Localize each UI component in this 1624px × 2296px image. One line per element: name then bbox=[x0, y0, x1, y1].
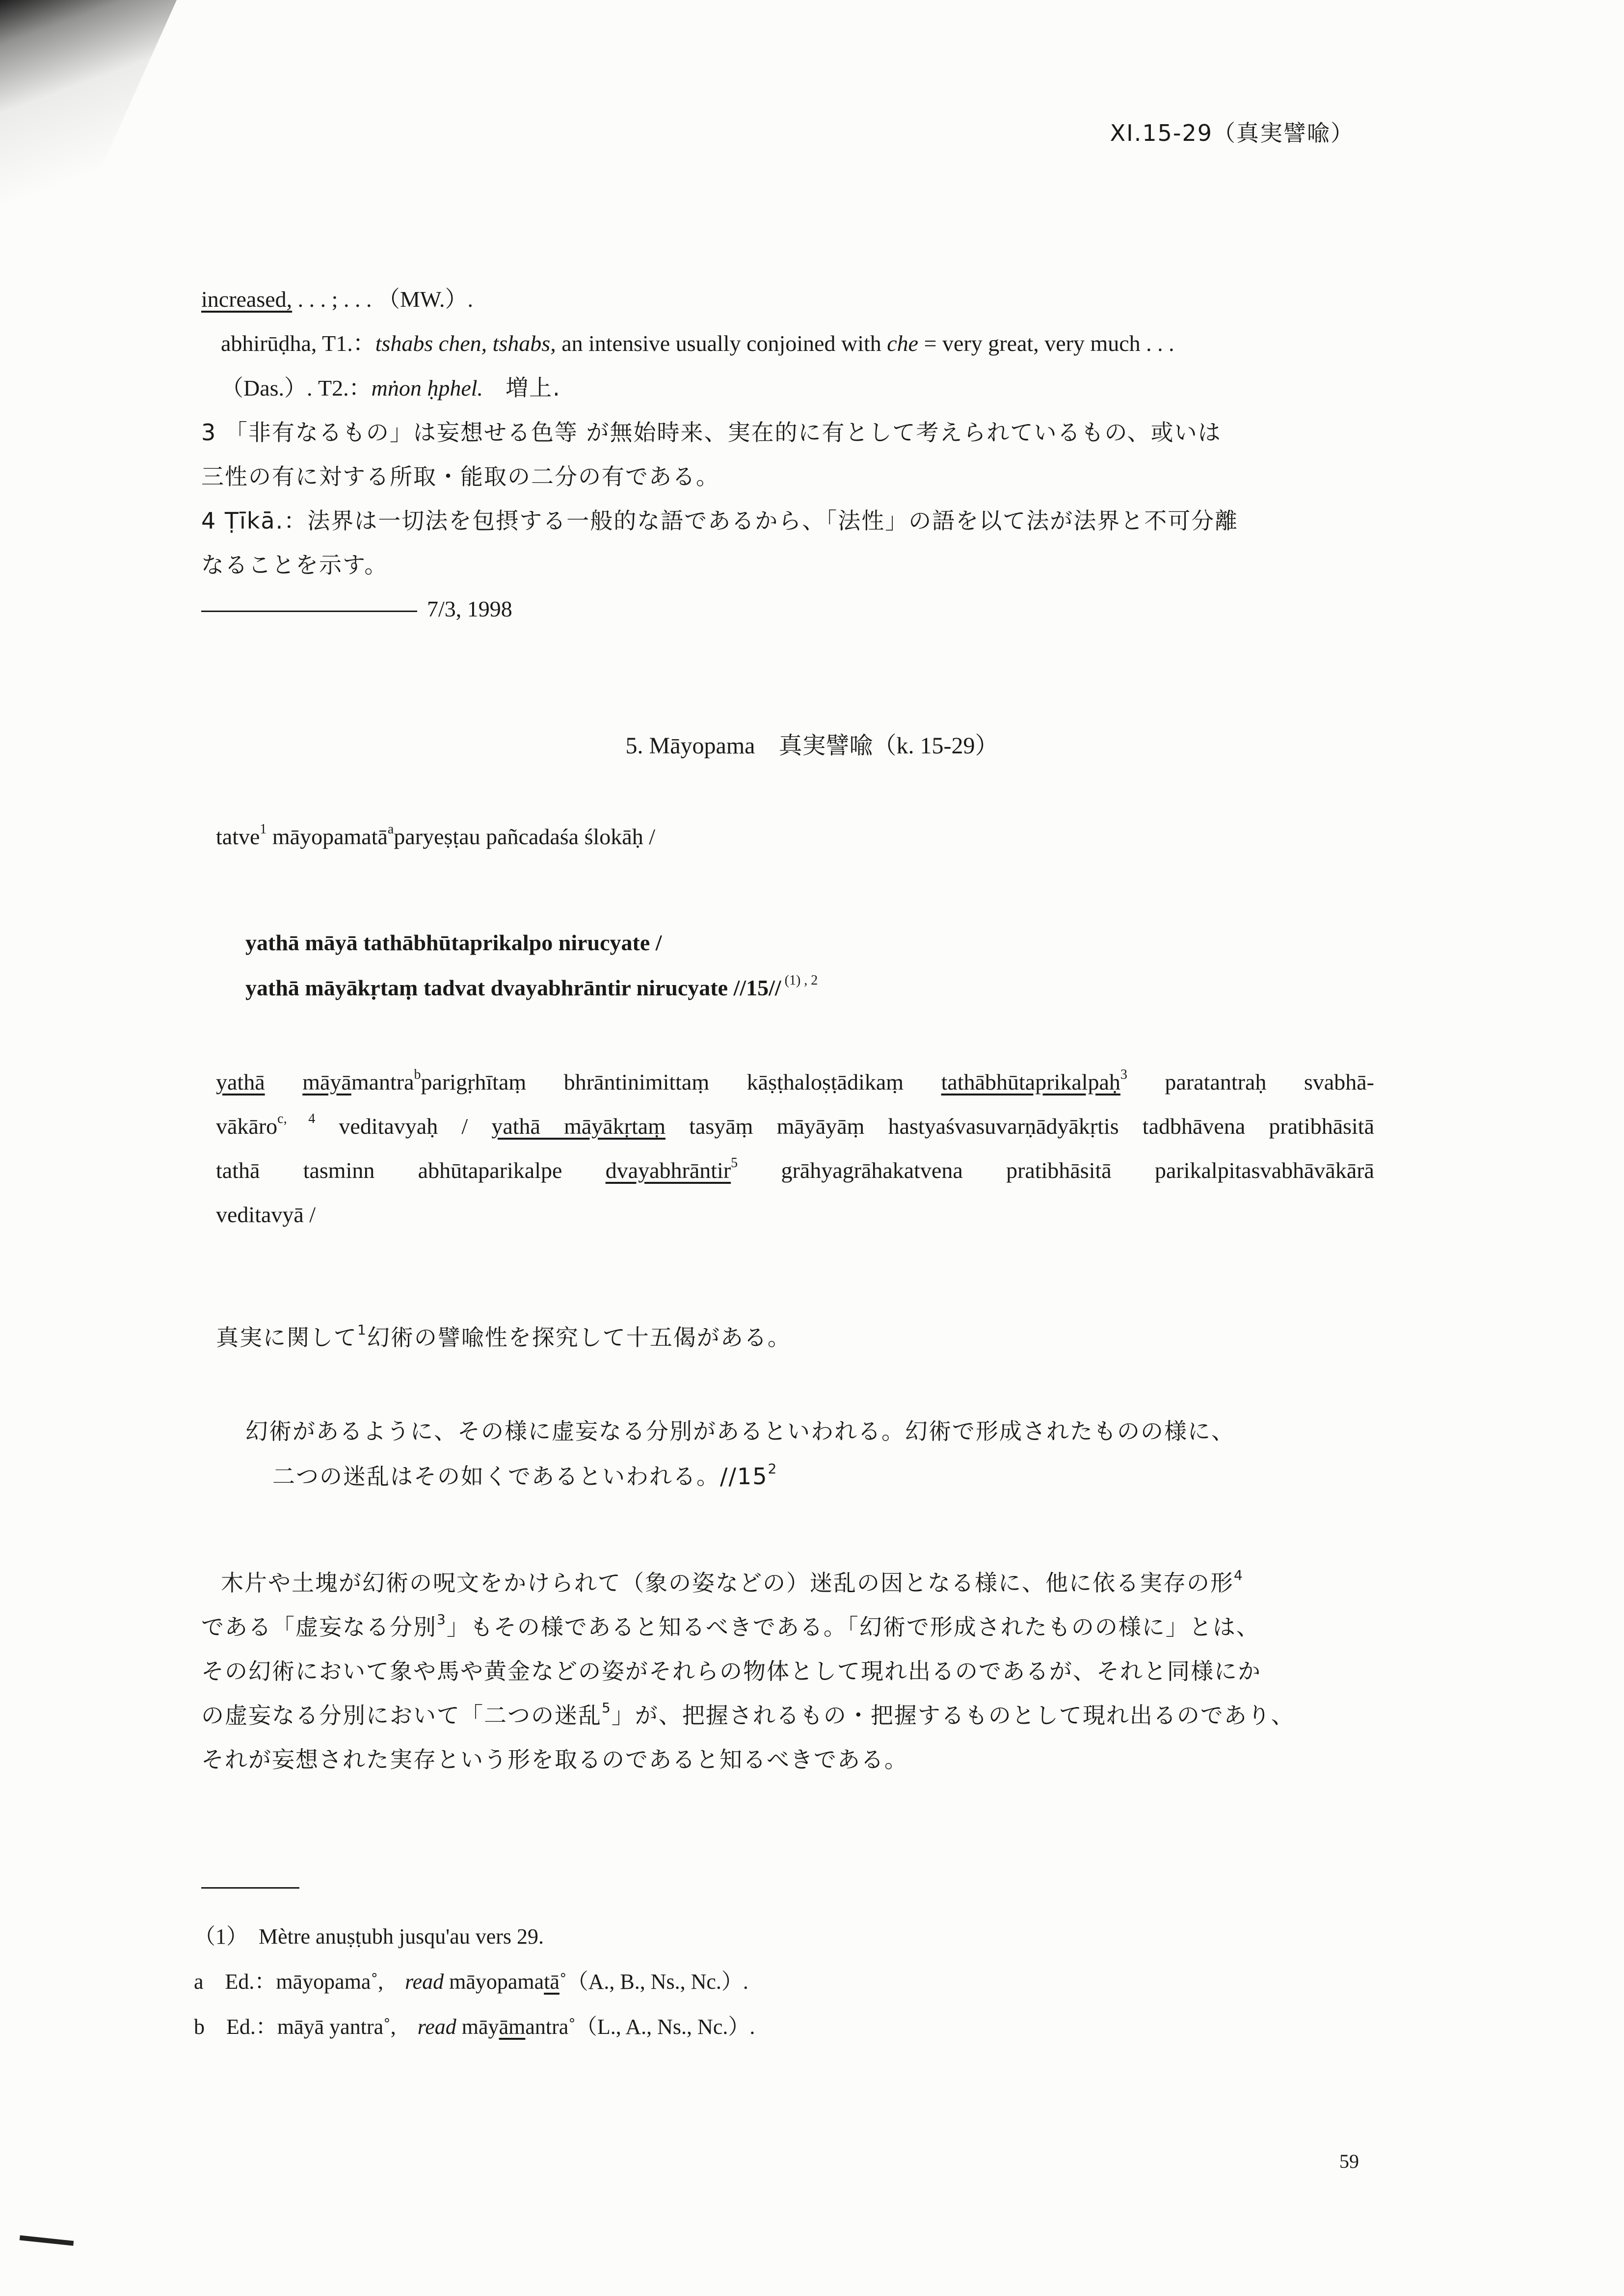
footnote-rule bbox=[201, 1887, 299, 1889]
scan-shadow bbox=[0, 0, 177, 314]
verse-line-1: yathā māyā tathābhūtaprikalpo nirucyate / bbox=[245, 930, 662, 955]
jp-comm-line-3: その幻術において象や馬や黄金などの姿がそれらの物体として現れ出るのであるが、それと同様にか bbox=[201, 1658, 1261, 1684]
note-line-1: increased, . . . ; . . . （MW.）. bbox=[201, 287, 474, 312]
date-line: 7/3, 1998 bbox=[201, 587, 1379, 631]
notes-top bbox=[201, 277, 1379, 631]
jp-verse-line-1: 幻術があるように、その様に虚妄なる分別があるといわれる。幻術で形成されたものの様に、 bbox=[245, 1418, 1235, 1444]
sanskrit-intro: tatve$^1$ māyopamatā$^a$paryeṣṭau pañcadaśa ślokāḥ / bbox=[216, 822, 655, 849]
commentary-line-3: tathā tasminn abhūtaparikalpe dvayabhrāntir$^5$ grāhyagrāhakatvena pratibhāsitā parikalpitasvabhāvākārā bbox=[216, 1155, 1374, 1183]
jp-verse-line-2: 二つの迷乱はその如くであるといわれる。$//15^2$ bbox=[272, 1461, 778, 1490]
footnote-b: b Ed.：māyā yantra˚, read māyāmantra˚（L., A., Ns., Nc.）. bbox=[194, 2015, 755, 2039]
japanese-intro: 真実に関して$^1$幻術の譬喩性を探究して十五偈がある。 bbox=[216, 1322, 791, 1351]
sanskrit-verse bbox=[245, 920, 818, 1011]
japanese-commentary bbox=[201, 1561, 1374, 1782]
note-3-line-2: 三性の有に対する所取・能取の二分の有である。 bbox=[201, 463, 719, 490]
section-heading: 5. Māyopama 真実譬喩（k. 15-29） bbox=[625, 733, 999, 759]
note-4-line-1: 4 Ṭīkā.：法界は一切法を包摂する一般的な語であるから、「法性」の語を以て法が法界と不可分離 bbox=[201, 507, 1239, 534]
commentary-line-4: veditavyā / bbox=[216, 1202, 316, 1227]
date-rule bbox=[201, 611, 417, 612]
running-head: XI.15-29（真実譬喩） bbox=[1110, 120, 1354, 146]
commentary-line-1: yathā māyāmantra$^b$parigṛhītaṃ bhrāntinimittaṃ kāṣṭhaloṣṭādikaṃ tathābhūtaprikalpaḥ$^3$ paratantraḥ svabhā- bbox=[216, 1067, 1375, 1095]
jp-comm-line-1: 木片や土塊が幻術の呪文をかけられて（象の姿などの）迷乱の因となる様に、他に依る実存の形$^4$ bbox=[221, 1567, 1244, 1596]
note-4-line-2: なることを示す。 bbox=[201, 552, 388, 578]
footnote-1: （1） Mètre anuṣṭubh jusqu'au vers 29. bbox=[194, 1924, 544, 1949]
commentary-line-2: vākāro$^{c, 4}$ veditavyaḥ / yathā māyākṛtaṃ tasyāṃ māyāyāṃ hastyaśvasuvarṇādyākṛtis tadbhāvena pratibhāsitā bbox=[216, 1111, 1375, 1139]
jp-comm-line-5: それが妄想された実存という形を取るのであると知るべきである。 bbox=[201, 1746, 908, 1773]
note-line-2: abhirūḍha, T1.：tshabs chen, tshabs, an intensive usually conjoined with che = very great, very much . . . bbox=[221, 331, 1174, 356]
footnote-a: a Ed.：māyopama˚, read māyopamatā˚（A., B., Ns., Nc.）. bbox=[194, 1970, 748, 1994]
japanese-verse bbox=[245, 1409, 1235, 1499]
note-line-3: （Das.）. T2.：mṅon ḥphel. 増上. bbox=[221, 374, 561, 401]
footnotes bbox=[194, 1914, 755, 2050]
note-3-line-1: 3 「非有なるもの」は妄想せる色等 が無始時来、実在的に有として考えられているもの、或いは bbox=[201, 419, 1222, 446]
jp-comm-line-4: の虚妄なる分別において「二つの迷乱$^5$」が、把握されるもの・把握するものとして現れ出るのであり、 bbox=[201, 1700, 1295, 1729]
verse-line-2: yathā māyākṛtaṃ tadvat dvayabhrāntir nirucyate //15// $^{(1) , 2}$ bbox=[245, 973, 818, 1000]
page-number: 59 bbox=[1339, 2150, 1359, 2172]
jp-comm-line-2: である「虚妄なる分別$^3$」もその様であると知るべきである。「幻術で形成されたものの様に」とは、 bbox=[201, 1611, 1260, 1640]
scan-mark bbox=[20, 2235, 74, 2245]
sanskrit-commentary bbox=[216, 1060, 1374, 1237]
